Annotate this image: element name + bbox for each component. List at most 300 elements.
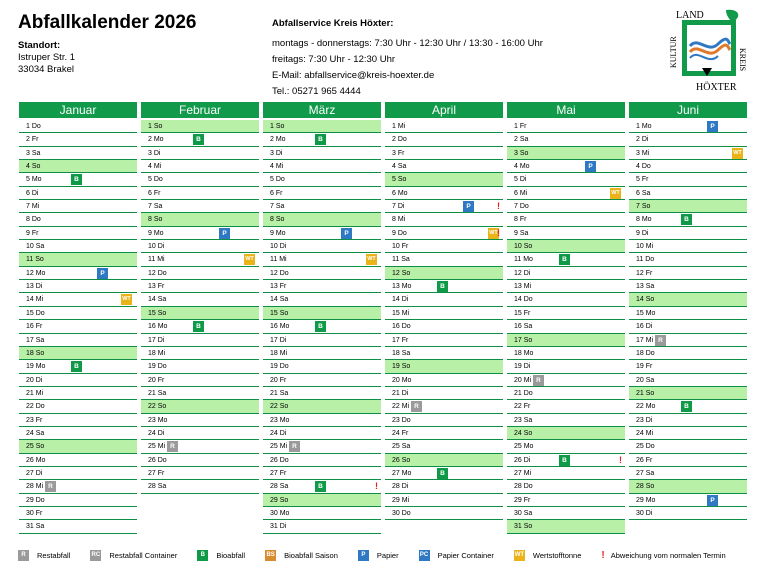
day-row [141,253,259,266]
day-row [385,427,503,440]
day-row [19,160,137,173]
pickup-badge-p: P [463,201,474,212]
day-label: 16 Di [636,323,653,331]
day-label: 12 Di [514,269,531,277]
day-label: 17 Di [270,336,287,344]
day-row [629,147,747,160]
day-row [263,480,381,493]
day-row [507,267,625,280]
day-label: 21 Sa [270,389,289,397]
day-label: 23 Mo [270,416,290,424]
day-row [263,293,381,306]
legend-item [90,550,177,561]
day-row [19,360,137,373]
day-label: 12 Do [148,269,167,277]
day-label: 23 Di [636,416,653,424]
day-row [141,240,259,253]
day-label: 8 Mo [636,216,652,224]
day-row [385,240,503,253]
month-column [141,102,259,534]
pickup-badge-p: P [707,121,718,132]
day-label: 4 Sa [392,163,407,171]
day-label: 2 Mo [148,136,164,144]
day-row [629,494,747,507]
day-row [629,454,747,467]
day-label: 11 Sa [392,256,410,264]
day-row [141,120,259,133]
day-label: 15 So [148,309,167,317]
day-label: 1 So [148,123,163,130]
day-label: 20 Di [26,376,43,384]
day-row [629,360,747,373]
day-row [629,334,747,347]
pickup-badge-r: R [167,441,178,452]
pickup-badge-b: B [193,321,204,332]
day-label: 8 Do [26,216,41,224]
month-header: April [385,102,503,118]
day-label: 18 Mo [514,349,534,357]
day-label: 6 Sa [636,189,651,197]
day-row [629,267,747,280]
location-label: Standort: [18,40,61,51]
day-row [385,494,503,507]
month-header: Januar [19,102,137,118]
day-label: 4 Mo [514,163,530,171]
day-row [141,480,259,493]
pickup-badge-b: B [193,134,204,145]
pickup-badge-p: P [97,268,108,279]
pickup-badge-b: B [559,455,570,466]
day-label: 28 So [636,483,655,491]
day-label: 1 Mo [636,123,652,130]
day-row [263,227,381,240]
month-column [629,102,747,534]
day-row [385,467,503,480]
day-label: 23 Mo [148,416,168,424]
pickup-badge-p: P [219,228,230,239]
day-label: 6 Mo [392,189,408,197]
day-label: 2 Fr [26,136,39,144]
day-label: 13 Mi [514,283,532,291]
exception-mark: ! [619,454,622,465]
day-label: 16 Mo [148,323,168,331]
day-row [629,120,747,133]
day-row [141,293,259,306]
day-row [19,507,137,520]
day-row [19,347,137,360]
day-row [19,520,137,533]
day-row [507,360,625,373]
day-row [263,187,381,200]
legend-swatch-r: R [18,550,29,561]
day-row [385,173,503,186]
day-label: 30 Mo [270,509,290,517]
day-label: 23 Fr [26,416,43,424]
day-label: 8 Mi [392,216,406,224]
day-label: 15 So [270,309,289,317]
day-row [629,440,747,453]
day-label: 29 Mo [636,496,656,504]
month-header: März [263,102,381,118]
day-row [629,253,747,266]
legend-item [197,550,245,561]
day-label: 27 Mi [514,469,532,477]
day-row [385,320,503,333]
day-row [141,440,259,453]
day-row [385,267,503,280]
legend-swatch-bs: BS [265,550,276,561]
day-row [629,213,747,226]
day-row [507,374,625,387]
day-row [263,374,381,387]
day-row [385,280,503,293]
day-label: 18 Do [636,349,655,357]
day-row [629,374,747,387]
day-row [507,307,625,320]
day-label: 4 So [26,163,41,171]
day-row [385,147,503,160]
day-row [263,147,381,160]
service-hours-friday: freitags: 7:30 Uhr - 12:30 Uhr [272,54,396,65]
day-label: 31 Sa [26,523,45,531]
day-row [141,347,259,360]
day-row [19,200,137,213]
day-row [507,160,625,173]
month-column [263,102,381,534]
pickup-badge-wt: WT [732,148,743,159]
day-row [385,507,503,520]
day-label: 15 Fr [514,309,531,317]
day-row [385,454,503,467]
pickup-badge-b: B [681,214,692,225]
legend-swatch-pc: PC [419,550,430,561]
day-row [141,227,259,240]
legend-swatch-wt: WT [514,550,525,561]
legend-label: Bioabfall Saison [284,551,338,560]
service-phone: Tel.: 05271 965 4444 [272,86,361,97]
kreis-hoexter-logo [668,6,750,96]
day-label: 27 Fr [270,469,287,477]
day-label: 19 Do [270,363,289,371]
day-row [141,200,259,213]
day-label: 13 Fr [148,283,165,291]
day-row [263,307,381,320]
day-row [385,414,503,427]
day-row [385,253,503,266]
day-row [507,427,625,440]
day-label: 27 Fr [148,469,165,477]
day-row [507,187,625,200]
day-label: 14 So [636,296,655,304]
day-row [507,227,625,240]
legend-label: Restabfall [37,551,71,560]
day-row [507,480,625,493]
day-label: 24 Di [270,429,287,437]
pickup-badge-p: P [585,161,596,172]
day-label: 24 Fr [392,429,409,437]
day-row [385,480,503,493]
day-label: 29 Do [26,496,45,504]
day-row [263,200,381,213]
day-row [19,240,137,253]
day-row [141,187,259,200]
day-row [263,347,381,360]
day-label: 14 Sa [270,296,289,304]
logo-text-right: KREIS [738,48,747,72]
day-row [507,387,625,400]
day-row [19,454,137,467]
day-row [141,360,259,373]
pickup-badge-b: B [681,401,692,412]
location-block [18,40,75,76]
day-row [141,334,259,347]
legend-label: Bioabfall [216,551,246,560]
pickup-badge-p: P [341,228,352,239]
day-row [263,440,381,453]
day-label: 18 So [26,349,45,357]
exception-mark: ! [497,227,500,238]
pickup-badge-wt: WT [366,254,377,265]
day-row [629,133,747,146]
day-label: 4 Mi [148,163,162,171]
month-header: Juni [629,102,747,118]
day-row [385,440,503,453]
day-label: 22 Do [26,403,45,411]
day-label: 19 Mo [26,363,46,371]
legend-swatch-rc: RC [90,550,101,561]
day-row [141,213,259,226]
day-row [263,334,381,347]
day-row [385,187,503,200]
day-label: 20 Mo [392,376,412,384]
day-label: 2 Mo [270,136,286,144]
day-label: 7 So [636,203,651,211]
day-row [629,173,747,186]
day-label: 8 Fr [514,216,527,224]
day-row [19,280,137,293]
day-row [507,133,625,146]
day-row [141,280,259,293]
day-label: 12 Fr [636,269,653,277]
day-label: 5 Do [270,176,285,184]
day-label: 25 Do [636,443,655,451]
day-row [141,374,259,387]
day-label: 22 Mo [636,403,656,411]
legend-exception-mark: ! [601,550,605,561]
pickup-badge-b: B [315,134,326,145]
day-row [629,160,747,173]
day-row [263,133,381,146]
day-row [507,253,625,266]
pickup-badge-wt: WT [610,188,621,199]
day-row [19,387,137,400]
day-label: 26 So [392,456,411,464]
day-label: 15 Do [26,309,45,317]
day-label: 9 Mo [148,229,164,237]
day-label: 4 Do [636,163,651,171]
day-label: 11 Mo [514,256,533,264]
calendar-grid [19,102,747,534]
day-row [507,280,625,293]
day-row [385,347,503,360]
day-row [385,374,503,387]
day-row [629,467,747,480]
day-row [263,360,381,373]
day-label: 10 Di [270,243,287,251]
pickup-badge-b: B [437,468,448,479]
day-row [19,440,137,453]
legend-item-exception [601,550,725,561]
day-label: 30 Do [392,509,411,517]
day-row [263,414,381,427]
day-label: 28 Sa [148,483,167,491]
day-label: 5 So [392,176,407,184]
service-heading: Abfallservice Kreis Höxter: [272,18,394,29]
pickup-badge-r: R [655,335,666,346]
day-row [507,173,625,186]
day-label: 9 Fr [26,229,39,237]
day-label: 28 Sa [270,483,289,491]
day-row [263,213,381,226]
day-label: 21 Do [514,389,533,397]
day-label: 14 Sa [148,296,167,304]
day-row [629,200,747,213]
day-row [507,213,625,226]
location-street: Istruper Str. 1 [18,52,76,63]
logo-text-bottom: HÖXTER [696,82,737,93]
exception-mark: ! [375,481,378,492]
day-label: 24 Di [148,429,165,437]
pickup-badge-r: R [533,375,544,386]
day-label: 2 Di [636,136,649,144]
day-label: 15 Mo [636,309,656,317]
day-row [385,400,503,413]
day-row [507,147,625,160]
day-label: 5 Fr [636,176,649,184]
day-row [141,147,259,160]
day-label: 30 Fr [26,509,43,517]
day-label: 3 Sa [26,149,41,157]
legend-item [18,550,70,561]
day-label: 26 Fr [636,456,653,464]
day-label: 7 Do [514,203,529,211]
day-row [385,120,503,133]
day-label: 20 Fr [270,376,287,384]
pickup-badge-b: B [315,321,326,332]
day-row [141,267,259,280]
empty-day-row [629,520,747,533]
day-label: 3 So [514,149,529,157]
service-info [272,16,543,100]
day-row [141,454,259,467]
day-row [19,334,137,347]
day-row [19,213,137,226]
empty-day-row [385,520,503,533]
day-label: 10 Di [148,243,165,251]
day-row [141,133,259,146]
empty-day-row [141,520,259,533]
day-label: 16 Mo [270,323,290,331]
day-row [385,307,503,320]
day-label: 17 Mi [636,336,654,344]
legend-exception-label: Abweichung vom normalen Termin [610,551,726,560]
day-label: 27 Sa [636,469,655,477]
day-label: 9 Mo [270,229,286,237]
day-row [507,400,625,413]
day-row [19,414,137,427]
page-title: Abfallkalender 2026 [18,12,197,33]
day-row [507,200,625,213]
day-label: 14 Do [514,296,533,304]
day-row [507,440,625,453]
day-label: 6 Di [26,189,39,197]
day-label: 21 So [636,389,655,397]
day-label: 16 Do [392,323,411,331]
day-row [263,267,381,280]
day-row [629,187,747,200]
day-row [629,240,747,253]
pickup-badge-b: B [71,361,82,372]
day-label: 22 Fr [514,403,531,411]
day-label: 26 Do [148,456,167,464]
day-row [507,320,625,333]
pickup-badge-p: P [707,495,718,506]
day-label: 30 Sa [514,509,533,517]
pickup-badge-b: B [437,281,448,292]
day-label: 9 Di [636,229,649,237]
day-row [629,293,747,306]
legend-item [358,550,399,561]
day-row [263,160,381,173]
day-label: 2 Sa [514,136,529,144]
day-row [629,427,747,440]
day-row [19,120,137,133]
legend-label: Papier Container [437,551,494,560]
day-label: 20 Mi [514,376,532,384]
day-label: 18 Mi [270,349,288,357]
day-row [385,133,503,146]
day-label: 19 Di [514,363,531,371]
day-label: 7 Di [392,203,405,211]
day-label: 28 Mi [26,483,44,491]
day-label: 1 Mi [392,123,406,130]
day-row [263,454,381,467]
day-row [141,387,259,400]
pickup-badge-r: R [411,401,422,412]
day-label: 3 Mi [636,149,650,157]
month-header: Februar [141,102,259,118]
day-label: 7 Sa [270,203,285,211]
day-label: 28 Di [392,483,409,491]
day-label: 5 Do [148,176,163,184]
legend-swatch-b: B [197,550,208,561]
day-label: 29 Mi [392,496,410,504]
day-label: 12 Mo [26,269,46,277]
service-email: E-Mail: abfallservice@kreis-hoexter.de [272,70,435,81]
empty-day-row [141,494,259,507]
day-label: 12 So [392,269,411,277]
legend-swatch-p: P [358,550,369,561]
day-row [263,240,381,253]
day-label: 3 Di [148,149,161,157]
month-column [385,102,503,534]
day-label: 25 Mi [148,443,166,451]
day-label: 10 Sa [26,243,45,251]
day-row [141,414,259,427]
day-label: 17 Di [148,336,165,344]
day-label: 25 Mo [514,443,534,451]
day-label: 16 Sa [514,323,533,331]
